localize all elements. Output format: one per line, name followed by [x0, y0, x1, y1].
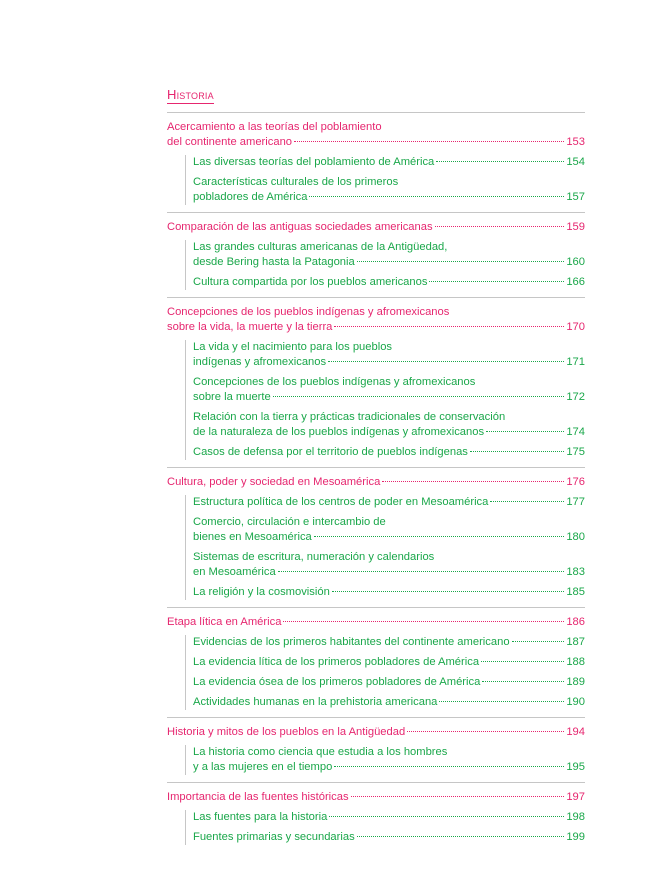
- entry-title-text: en Mesoamérica: [193, 566, 276, 578]
- page-number: 176: [566, 476, 585, 488]
- entry-title-text: La religión y la cosmovisión: [193, 586, 330, 598]
- chapter-entry[interactable]: [167, 220, 585, 235]
- chapter-block: [167, 782, 585, 852]
- subtopic-entry[interactable]: [193, 445, 585, 460]
- dot-leader: [482, 681, 564, 682]
- entry-last-line: [193, 565, 585, 580]
- dot-leader: [429, 281, 564, 282]
- page-number: 195: [566, 761, 585, 773]
- page-number: 199: [566, 831, 585, 843]
- subtopic-entry[interactable]: [193, 585, 585, 600]
- entry-last-line: [193, 585, 585, 600]
- dot-leader: [278, 571, 565, 572]
- entry-line: Relación con la tierra y prácticas tradicionales de conservación: [193, 411, 506, 423]
- entry-last-line: [193, 445, 585, 460]
- subtopic-list: [185, 745, 585, 775]
- subtopic-list: [185, 635, 585, 710]
- subtopic-entry[interactable]: [193, 175, 585, 205]
- dot-leader: [435, 226, 565, 227]
- dot-leader: [407, 731, 564, 732]
- entry-last-line: [167, 725, 585, 740]
- entry-last-line: [193, 390, 585, 405]
- table-of-contents: [167, 86, 585, 852]
- page-number: 170: [566, 321, 585, 333]
- dot-leader: [273, 396, 565, 397]
- chapter-block: [167, 297, 585, 467]
- page-number: 183: [566, 566, 585, 578]
- entry-line: Comercio, circulación e intercambio de: [193, 516, 386, 528]
- subtopic-entry[interactable]: [193, 550, 585, 580]
- entry-title-text: Las fuentes para la historia: [193, 811, 328, 823]
- subtopic-entry[interactable]: [193, 240, 585, 270]
- dot-leader: [512, 641, 565, 642]
- dot-leader: [309, 196, 564, 197]
- page-number: 154: [566, 156, 585, 168]
- dot-leader: [481, 661, 564, 662]
- dot-leader: [470, 451, 564, 452]
- entry-last-line: [167, 220, 585, 235]
- chapter-entry[interactable]: [167, 725, 585, 740]
- page-number: 194: [566, 726, 585, 738]
- dot-leader: [334, 766, 564, 767]
- entry-title-text: Casos de defensa por el territorio de pueblos indígenas: [193, 446, 468, 458]
- subtopic-entry[interactable]: [193, 745, 585, 775]
- dot-leader: [328, 361, 564, 362]
- entry-last-line: [193, 355, 585, 370]
- entry-title-text: Importancia de las fuentes históricas: [167, 791, 349, 803]
- dot-leader: [334, 326, 564, 327]
- entry-title-text: Las diversas teorías del poblamiento de América: [193, 156, 435, 168]
- entry-line: Concepciones de los pueblos indígenas y afromexicanos: [193, 376, 476, 388]
- dot-leader: [357, 261, 565, 262]
- entry-title-text: sobre la muerte: [193, 391, 271, 403]
- page-number: 172: [566, 391, 585, 403]
- entry-title-text: pobladores de América: [193, 191, 308, 203]
- subtopic-list: [185, 240, 585, 290]
- subtopic-entry[interactable]: [193, 515, 585, 545]
- entry-last-line: [193, 255, 585, 270]
- entry-title-text: Comparación de las antiguas sociedades americanas: [167, 221, 433, 233]
- entry-line: La historia como ciencia que estudia a los hombres: [193, 746, 448, 758]
- page-number: 186: [566, 616, 585, 628]
- entry-title-text: La evidencia lítica de los primeros pobladores de América: [193, 656, 480, 668]
- entry-last-line: [193, 190, 585, 205]
- entry-last-line: [167, 320, 585, 335]
- entry-title-text: Etapa lítica en América: [167, 616, 282, 628]
- entry-last-line: [193, 425, 585, 440]
- chapter-block: [167, 212, 585, 297]
- entry-title-text: sobre la vida, la muerte y la tierra: [167, 321, 333, 333]
- subtopic-entry[interactable]: [193, 375, 585, 405]
- dot-leader: [436, 161, 564, 162]
- chapter-entry[interactable]: [167, 305, 585, 335]
- subtopic-list: [185, 810, 585, 845]
- entry-title-text: Cultura, poder y sociedad en Mesoamérica: [167, 476, 381, 488]
- dot-leader: [294, 141, 564, 142]
- entry-title-text: La evidencia ósea de los primeros pobladores de América: [193, 676, 481, 688]
- entry-last-line: [167, 135, 585, 150]
- subtopic-entry[interactable]: [193, 675, 585, 690]
- chapter-block: [167, 112, 585, 212]
- page-number: 198: [566, 811, 585, 823]
- entry-title-text: indígenas y afromexicanos: [193, 356, 327, 368]
- entry-title-text: y a las mujeres en el tiempo: [193, 761, 333, 773]
- subtopic-entry[interactable]: [193, 830, 585, 845]
- page-number: 157: [566, 191, 585, 203]
- entry-title-text: bienes en Mesoamérica: [193, 531, 312, 543]
- subtopic-entry[interactable]: [193, 340, 585, 370]
- page-number: 153: [566, 136, 585, 148]
- subtopic-entry[interactable]: [193, 155, 585, 170]
- dot-leader: [314, 536, 565, 537]
- entry-title-text: del continente americano: [167, 136, 293, 148]
- subtopic-entry[interactable]: [193, 635, 585, 650]
- subtopic-entry[interactable]: [193, 495, 585, 510]
- page-number: 166: [566, 276, 585, 288]
- chapter-entry[interactable]: [167, 615, 585, 630]
- entry-title-text: Estructura política de los centros de poder en Mesoamérica: [193, 496, 489, 508]
- entry-title-text: Cultura compartida por los pueblos americanos: [193, 276, 428, 288]
- section-title: Historia: [167, 87, 214, 102]
- entry-title-text: Evidencias de los primeros habitantes del continente americano: [193, 636, 510, 648]
- page-number: 180: [566, 531, 585, 543]
- dot-leader: [283, 621, 564, 622]
- page-number: 159: [566, 221, 585, 233]
- page-number: 175: [566, 446, 585, 458]
- entry-line: Sistemas de escritura, numeración y calendarios: [193, 551, 435, 563]
- chapter-block: [167, 467, 585, 607]
- subtopic-entry[interactable]: [193, 810, 585, 825]
- chapter-entry[interactable]: [167, 790, 585, 805]
- page-number: 190: [566, 696, 585, 708]
- entry-title-text: Historia y mitos de los pueblos en la Antigüedad: [167, 726, 406, 738]
- entry-last-line: [167, 475, 585, 490]
- entry-title-text: desde Bering hasta la Patagonia: [193, 256, 355, 268]
- entry-line: La vida y el nacimiento para los pueblos: [193, 341, 393, 353]
- dot-leader: [351, 796, 565, 797]
- entry-last-line: [193, 655, 585, 670]
- entry-last-line: [167, 790, 585, 805]
- chapter-entry[interactable]: [167, 120, 585, 150]
- entry-line: Acercamiento a las teorías del poblamiento: [167, 121, 382, 133]
- entry-last-line: [193, 810, 585, 825]
- page-number: 188: [566, 656, 585, 668]
- page-number: 187: [566, 636, 585, 648]
- page-number: 160: [566, 256, 585, 268]
- page-number: 174: [566, 426, 585, 438]
- entry-last-line: [193, 275, 585, 290]
- entry-title-text: Fuentes primarias y secundarias: [193, 831, 355, 843]
- entry-last-line: [167, 615, 585, 630]
- dot-leader: [332, 591, 565, 592]
- page-number: 189: [566, 676, 585, 688]
- dot-leader: [490, 501, 564, 502]
- chapter-list: [167, 112, 585, 852]
- page-number: 171: [566, 356, 585, 368]
- entry-line: Concepciones de los pueblos indígenas y afromexicanos: [167, 306, 450, 318]
- subtopic-entry[interactable]: [193, 695, 585, 710]
- dot-leader: [357, 836, 565, 837]
- entry-last-line: [193, 530, 585, 545]
- page-number: 177: [566, 496, 585, 508]
- subtopic-list: [185, 340, 585, 460]
- entry-title-text: de la naturaleza de los pueblos indígenas y afromexicanos: [193, 426, 485, 438]
- entry-last-line: [193, 155, 585, 170]
- entry-last-line: [193, 675, 585, 690]
- page-number: 185: [566, 586, 585, 598]
- entry-line: Características culturales de los primeros: [193, 176, 399, 188]
- entry-last-line: [193, 695, 585, 710]
- entry-title-text: Actividades humanas en la prehistoria americana: [193, 696, 438, 708]
- entry-last-line: [193, 830, 585, 845]
- dot-leader: [329, 816, 564, 817]
- subtopic-entry[interactable]: [193, 275, 585, 290]
- dot-leader: [486, 431, 564, 432]
- chapter-block: [167, 717, 585, 782]
- entry-line: Las grandes culturas americanas de la Antigüedad,: [193, 241, 448, 253]
- page-number: 197: [566, 791, 585, 803]
- subtopic-list: [185, 495, 585, 600]
- dot-leader: [439, 701, 564, 702]
- entry-last-line: [193, 635, 585, 650]
- subtopic-entry[interactable]: [193, 410, 585, 440]
- subtopic-list: [185, 155, 585, 205]
- dot-leader: [382, 481, 564, 482]
- entry-last-line: [193, 495, 585, 510]
- subtopic-entry[interactable]: [193, 655, 585, 670]
- chapter-entry[interactable]: [167, 475, 585, 490]
- chapter-block: [167, 607, 585, 717]
- entry-last-line: [193, 760, 585, 775]
